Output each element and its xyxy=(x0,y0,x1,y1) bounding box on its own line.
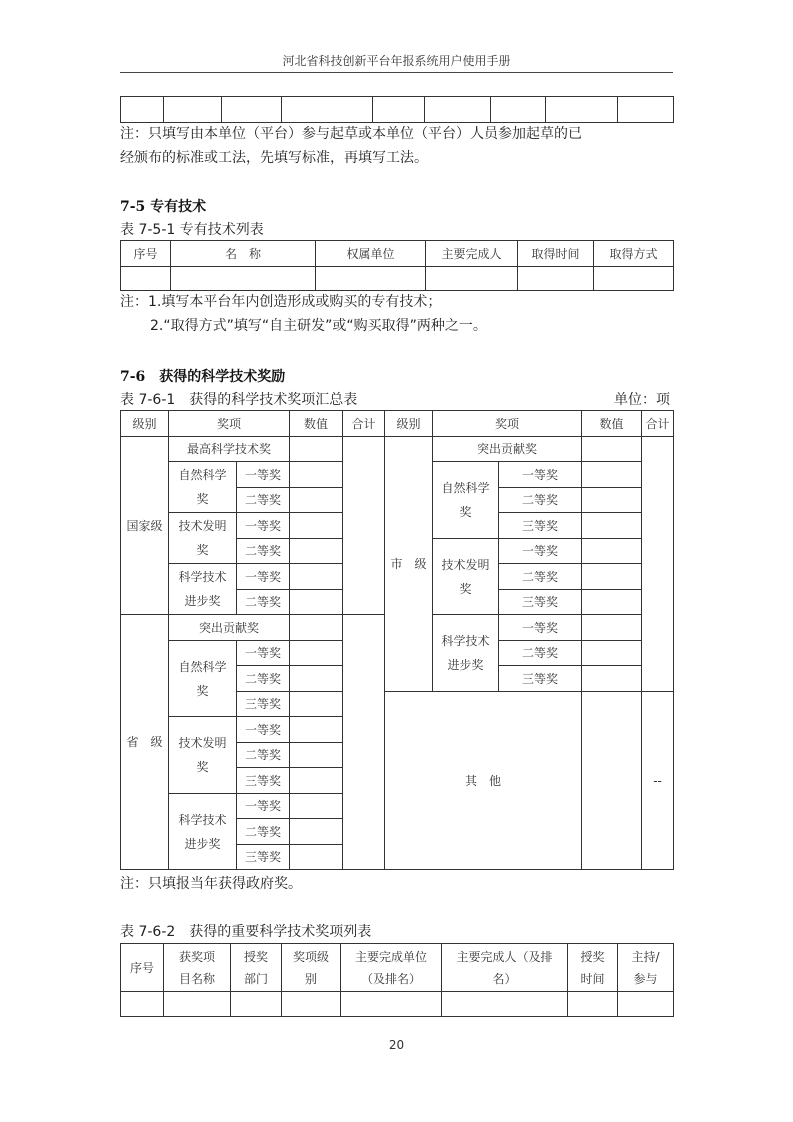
table-cell xyxy=(518,267,594,291)
award-progress: 科学技术进步奖 xyxy=(433,615,499,692)
standards-table-continued xyxy=(120,96,674,123)
grade-1: 一等奖 xyxy=(237,564,290,590)
column-header: 主要完成人（及排名） xyxy=(442,944,568,992)
page-number: 20 xyxy=(388,1038,405,1052)
total-dash: -- xyxy=(642,692,674,870)
table-cell xyxy=(282,992,341,1017)
column-header: 授奖时间 xyxy=(568,944,618,992)
table-cell xyxy=(491,97,546,123)
value-cell xyxy=(290,513,343,539)
total-cell xyxy=(343,437,385,615)
table-caption-7-5-1: 表 7-5-1 专有技术列表 xyxy=(120,222,264,238)
section-heading-7-5: 7-5 专有技术 xyxy=(120,199,207,215)
column-header: 级别 xyxy=(121,411,169,437)
proprietary-tech-table xyxy=(120,240,674,291)
table-cell xyxy=(618,992,674,1017)
value-cell xyxy=(582,590,642,615)
table-cell xyxy=(316,267,426,291)
table-cell xyxy=(618,97,674,123)
value-cell xyxy=(290,564,343,590)
value-cell xyxy=(582,462,642,488)
value-cell xyxy=(582,488,642,513)
table-cell xyxy=(568,992,618,1017)
table-cell xyxy=(121,267,171,291)
value-cell xyxy=(582,564,642,590)
column-header: 序号 xyxy=(121,944,164,992)
column-header: 主持/参与 xyxy=(618,944,674,992)
value-cell xyxy=(290,590,343,615)
table-cell xyxy=(426,267,518,291)
value-cell xyxy=(290,794,343,819)
grade-2: 二等奖 xyxy=(499,564,582,590)
grade-3: 三等奖 xyxy=(237,692,290,717)
award-invention: 技术发明奖 xyxy=(169,717,237,794)
table-cell xyxy=(373,97,425,123)
table-cell xyxy=(546,97,618,123)
column-header: 获奖项目名称 xyxy=(164,944,231,992)
grade-2: 二等奖 xyxy=(499,641,582,666)
grade-3: 三等奖 xyxy=(499,666,582,692)
column-header: 合计 xyxy=(642,411,674,437)
grade-2: 二等奖 xyxy=(237,743,290,768)
column-header: 级别 xyxy=(385,411,433,437)
award-progress: 科学技术进步奖 xyxy=(169,794,237,870)
total-cell xyxy=(642,437,674,692)
grade-3: 三等奖 xyxy=(237,845,290,870)
table-cell xyxy=(121,97,164,123)
level-national: 国家级 xyxy=(121,437,169,615)
value-cell xyxy=(290,539,343,564)
level-city: 市 级 xyxy=(385,437,433,692)
column-header: 取得方式 xyxy=(594,241,674,267)
value-cell xyxy=(290,743,343,768)
value-cell xyxy=(582,692,642,870)
table-cell xyxy=(442,992,568,1017)
grade-1: 一等奖 xyxy=(499,539,582,564)
grade-1: 一等奖 xyxy=(237,513,290,539)
grade-1: 一等奖 xyxy=(237,641,290,666)
column-header: 数值 xyxy=(582,411,642,437)
value-cell xyxy=(582,539,642,564)
award-invention: 技术发明奖 xyxy=(433,539,499,615)
value-cell xyxy=(290,615,343,641)
column-header: 数值 xyxy=(290,411,343,437)
table-caption-7-6-1: 表 7-6-1 获得的科学技术奖项汇总表 xyxy=(120,392,358,408)
column-header: 奖项 xyxy=(433,411,582,437)
grade-1: 一等奖 xyxy=(237,717,290,743)
table-cell xyxy=(341,992,442,1017)
column-header: 奖项级别 xyxy=(282,944,341,992)
grade-1: 一等奖 xyxy=(237,462,290,488)
award-other: 其 他 xyxy=(385,692,582,870)
award-invention: 技术发明奖 xyxy=(169,513,237,564)
grade-3: 三等奖 xyxy=(499,513,582,539)
value-cell xyxy=(290,768,343,794)
level-provincial: 省 级 xyxy=(121,615,169,870)
column-header: 主要完成单位（及排名） xyxy=(341,944,442,992)
column-header: 授奖部门 xyxy=(231,944,282,992)
value-cell xyxy=(290,819,343,845)
grade-3: 三等奖 xyxy=(499,590,582,615)
table-cell xyxy=(164,992,231,1017)
column-header: 取得时间 xyxy=(518,241,594,267)
award-progress: 科学技术进步奖 xyxy=(169,564,237,615)
grade-2: 二等奖 xyxy=(499,488,582,513)
award-natural: 自然科学奖 xyxy=(169,641,237,717)
section-heading-7-6: 7-6 获得的科学技术奖励 xyxy=(120,369,286,385)
page-header: 河北省科技创新平台年报系统用户使用手册 xyxy=(282,54,511,68)
grade-1: 一等奖 xyxy=(499,615,582,641)
important-award-table xyxy=(120,943,674,1017)
table-cell xyxy=(164,97,222,123)
value-cell xyxy=(290,437,343,462)
award-note: 注：只填报当年获得政府奖。 xyxy=(120,876,302,892)
table-cell xyxy=(231,992,282,1017)
proprietary-note-1: 注：1.填写本平台年内创造形成或购买的专有技术； xyxy=(120,294,442,310)
value-cell xyxy=(290,641,343,666)
value-cell xyxy=(582,641,642,666)
column-header: 权属单位 xyxy=(316,241,426,267)
grade-2: 二等奖 xyxy=(237,539,290,564)
table-cell xyxy=(171,267,316,291)
award-outstanding: 突出贡献奖 xyxy=(169,615,290,641)
grade-2: 二等奖 xyxy=(237,819,290,845)
value-cell xyxy=(290,845,343,870)
award-outstanding: 突出贡献奖 xyxy=(433,437,582,462)
award-natural: 自然科学奖 xyxy=(433,462,499,539)
table-cell xyxy=(594,267,674,291)
grade-1: 一等奖 xyxy=(237,794,290,819)
value-cell xyxy=(582,666,642,692)
table-cell xyxy=(425,97,491,123)
award-highest: 最高科学技术奖 xyxy=(169,437,290,462)
grade-2: 二等奖 xyxy=(237,488,290,513)
award-natural: 自然科学奖 xyxy=(169,462,237,513)
standards-note-line2: 经颁布的标准或工法，先填写标准，再填写工法。 xyxy=(120,150,428,166)
column-header: 合计 xyxy=(343,411,385,437)
column-header: 序号 xyxy=(121,241,171,267)
value-cell xyxy=(582,513,642,539)
table-cell xyxy=(282,97,373,123)
table-caption-7-6-2: 表 7-6-2 获得的重要科学技术奖项列表 xyxy=(120,924,372,940)
column-header: 主要完成人 xyxy=(426,241,518,267)
grade-3: 三等奖 xyxy=(237,768,290,794)
unit-label: 单位：项 xyxy=(614,392,670,408)
header-rule xyxy=(120,72,673,73)
value-cell xyxy=(290,717,343,743)
column-header: 奖项 xyxy=(169,411,290,437)
value-cell xyxy=(582,437,642,462)
table-cell xyxy=(121,992,164,1017)
award-summary-table xyxy=(120,410,674,870)
proprietary-note-2: 2.“取得方式”填写“自主研发”或“购买取得”两种之一。 xyxy=(150,318,487,334)
value-cell xyxy=(290,692,343,717)
grade-2: 二等奖 xyxy=(237,666,290,692)
value-cell xyxy=(582,615,642,641)
grade-2: 二等奖 xyxy=(237,590,290,615)
standards-note-line1: 注：只填写由本单位（平台）参与起草或本单位（平台）人员参加起草的已 xyxy=(120,126,582,142)
value-cell xyxy=(290,666,343,692)
value-cell xyxy=(290,462,343,488)
table-cell xyxy=(222,97,282,123)
value-cell xyxy=(290,488,343,513)
total-cell xyxy=(343,615,385,870)
column-header: 名 称 xyxy=(171,241,316,267)
grade-1: 一等奖 xyxy=(499,462,582,488)
